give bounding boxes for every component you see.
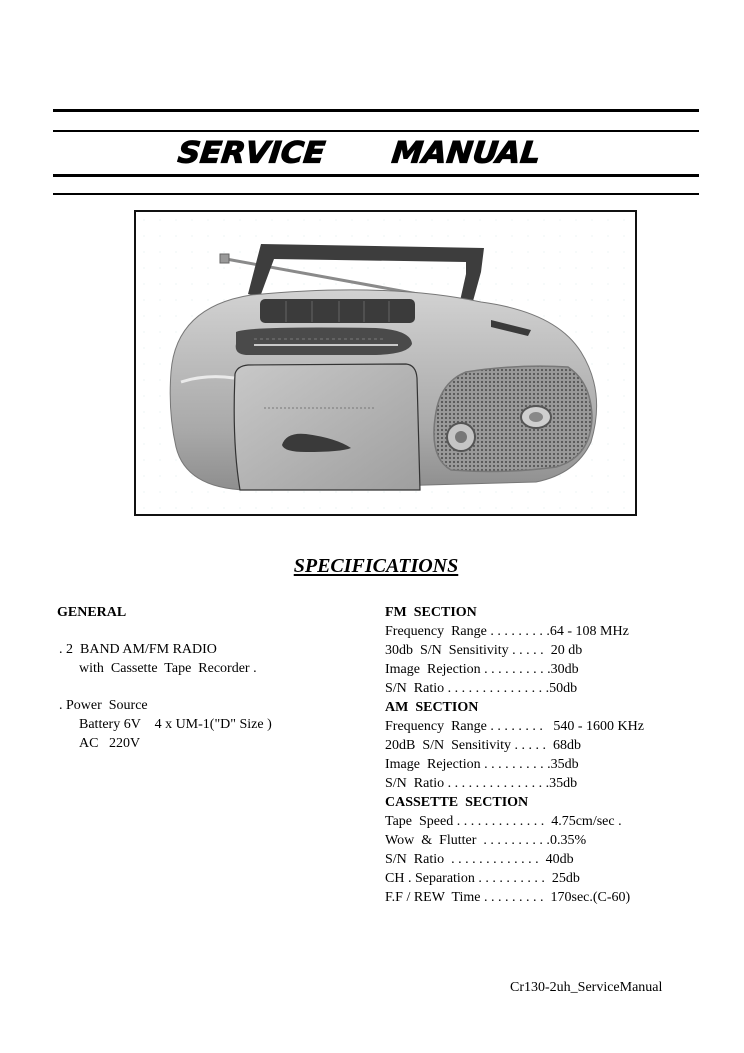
header-rule-bottom-thin — [53, 193, 699, 195]
spec-row — [385, 755, 705, 774]
spec-label: F.F / REW Time . . . . . . . . . — [385, 890, 551, 905]
spec-row — [385, 812, 705, 831]
document-id-footer: Cr130-2uh_ServiceManual — [510, 980, 663, 995]
tuning-dial — [236, 328, 412, 356]
spec-value: 35db — [549, 776, 578, 791]
spec-row — [385, 679, 705, 698]
spec-label: Image Rejection . . . . . . . . . . — [385, 662, 551, 677]
spec-value: 30db — [550, 662, 579, 677]
title-word-manual: MANUAL — [390, 135, 543, 171]
general-section — [57, 603, 357, 753]
spec-row — [385, 774, 705, 793]
product-photo-frame — [134, 210, 637, 516]
spec-label: S/N Ratio . . . . . . . . . . . . . — [385, 852, 546, 867]
page-title — [0, 136, 744, 170]
title-word-service: SERVICE — [176, 135, 327, 171]
technical-specs — [385, 603, 705, 907]
spec-row — [385, 660, 705, 679]
spec-row — [385, 736, 705, 755]
spec-value: 540 - 1600 KHz — [553, 719, 644, 734]
spec-row — [385, 622, 705, 641]
control-buttons — [260, 299, 415, 323]
spec-label: S/N Ratio . . . . . . . . . . . . . . . — [385, 776, 550, 791]
spec-label: S/N Ratio . . . . . . . . . . . . . . . — [385, 681, 550, 696]
spec-row — [385, 641, 705, 660]
spec-label: Image Rejection . . . . . . . . . . — [385, 757, 551, 772]
spec-value: 50db — [549, 681, 578, 696]
spec-value: 68db — [553, 738, 582, 753]
spec-row — [385, 831, 705, 850]
am-section-title: AM SECTION — [385, 700, 479, 715]
spec-value: 20 db — [550, 643, 583, 658]
spec-value: 35db — [550, 757, 579, 772]
spec-label: CH . Separation . . . . . . . . . . — [385, 871, 552, 886]
spec-row — [385, 869, 705, 888]
fm-section-title: FM SECTION — [385, 605, 477, 620]
spec-value: 40db — [545, 852, 574, 867]
spec-label: Wow & Flutter . . . . . . . . . . — [385, 833, 550, 848]
spec-label: 20dB S/N Sensitivity . . . . . — [385, 738, 554, 753]
header-rule-top-thick — [53, 109, 699, 112]
spec-row — [385, 888, 705, 907]
spec-value: 4.75cm/sec . — [551, 814, 622, 829]
general-item-ac: AC 220V — [79, 736, 141, 751]
general-item-power: . Power Source — [59, 698, 148, 713]
spec-label: Frequency Range . . . . . . . . . — [385, 624, 550, 639]
spec-value: 0.35% — [549, 833, 587, 848]
spec-label: Tape Speed . . . . . . . . . . . . . — [385, 814, 552, 829]
spec-row — [385, 717, 705, 736]
header-rule-top-thin — [53, 130, 699, 132]
general-item-band-detail: with Cassette Tape Recorder . — [79, 661, 257, 676]
spec-value: 25db — [551, 871, 580, 886]
specifications-heading: SPECIFICATIONS — [293, 555, 459, 577]
speaker-grille — [434, 366, 592, 471]
spec-value: 170sec.(C-60) — [550, 890, 631, 905]
spec-label: Frequency Range . . . . . . . . — [385, 719, 554, 734]
radio-cassette-illustration — [136, 212, 635, 514]
general-item-battery: Battery 6V 4 x UM-1("D" Size ) — [79, 717, 272, 732]
general-item-band: . 2 BAND AM/FM RADIO — [59, 642, 217, 657]
spec-row — [385, 850, 705, 869]
header-rule-bottom-thick — [53, 174, 699, 177]
general-title: GENERAL — [57, 605, 127, 620]
cassette-section-title: CASSETTE SECTION — [385, 795, 529, 810]
spec-value: 64 - 108 MHz — [549, 624, 629, 639]
cassette-door — [234, 364, 420, 490]
spec-label: 30db S/N Sensitivity . . . . . — [385, 643, 551, 658]
